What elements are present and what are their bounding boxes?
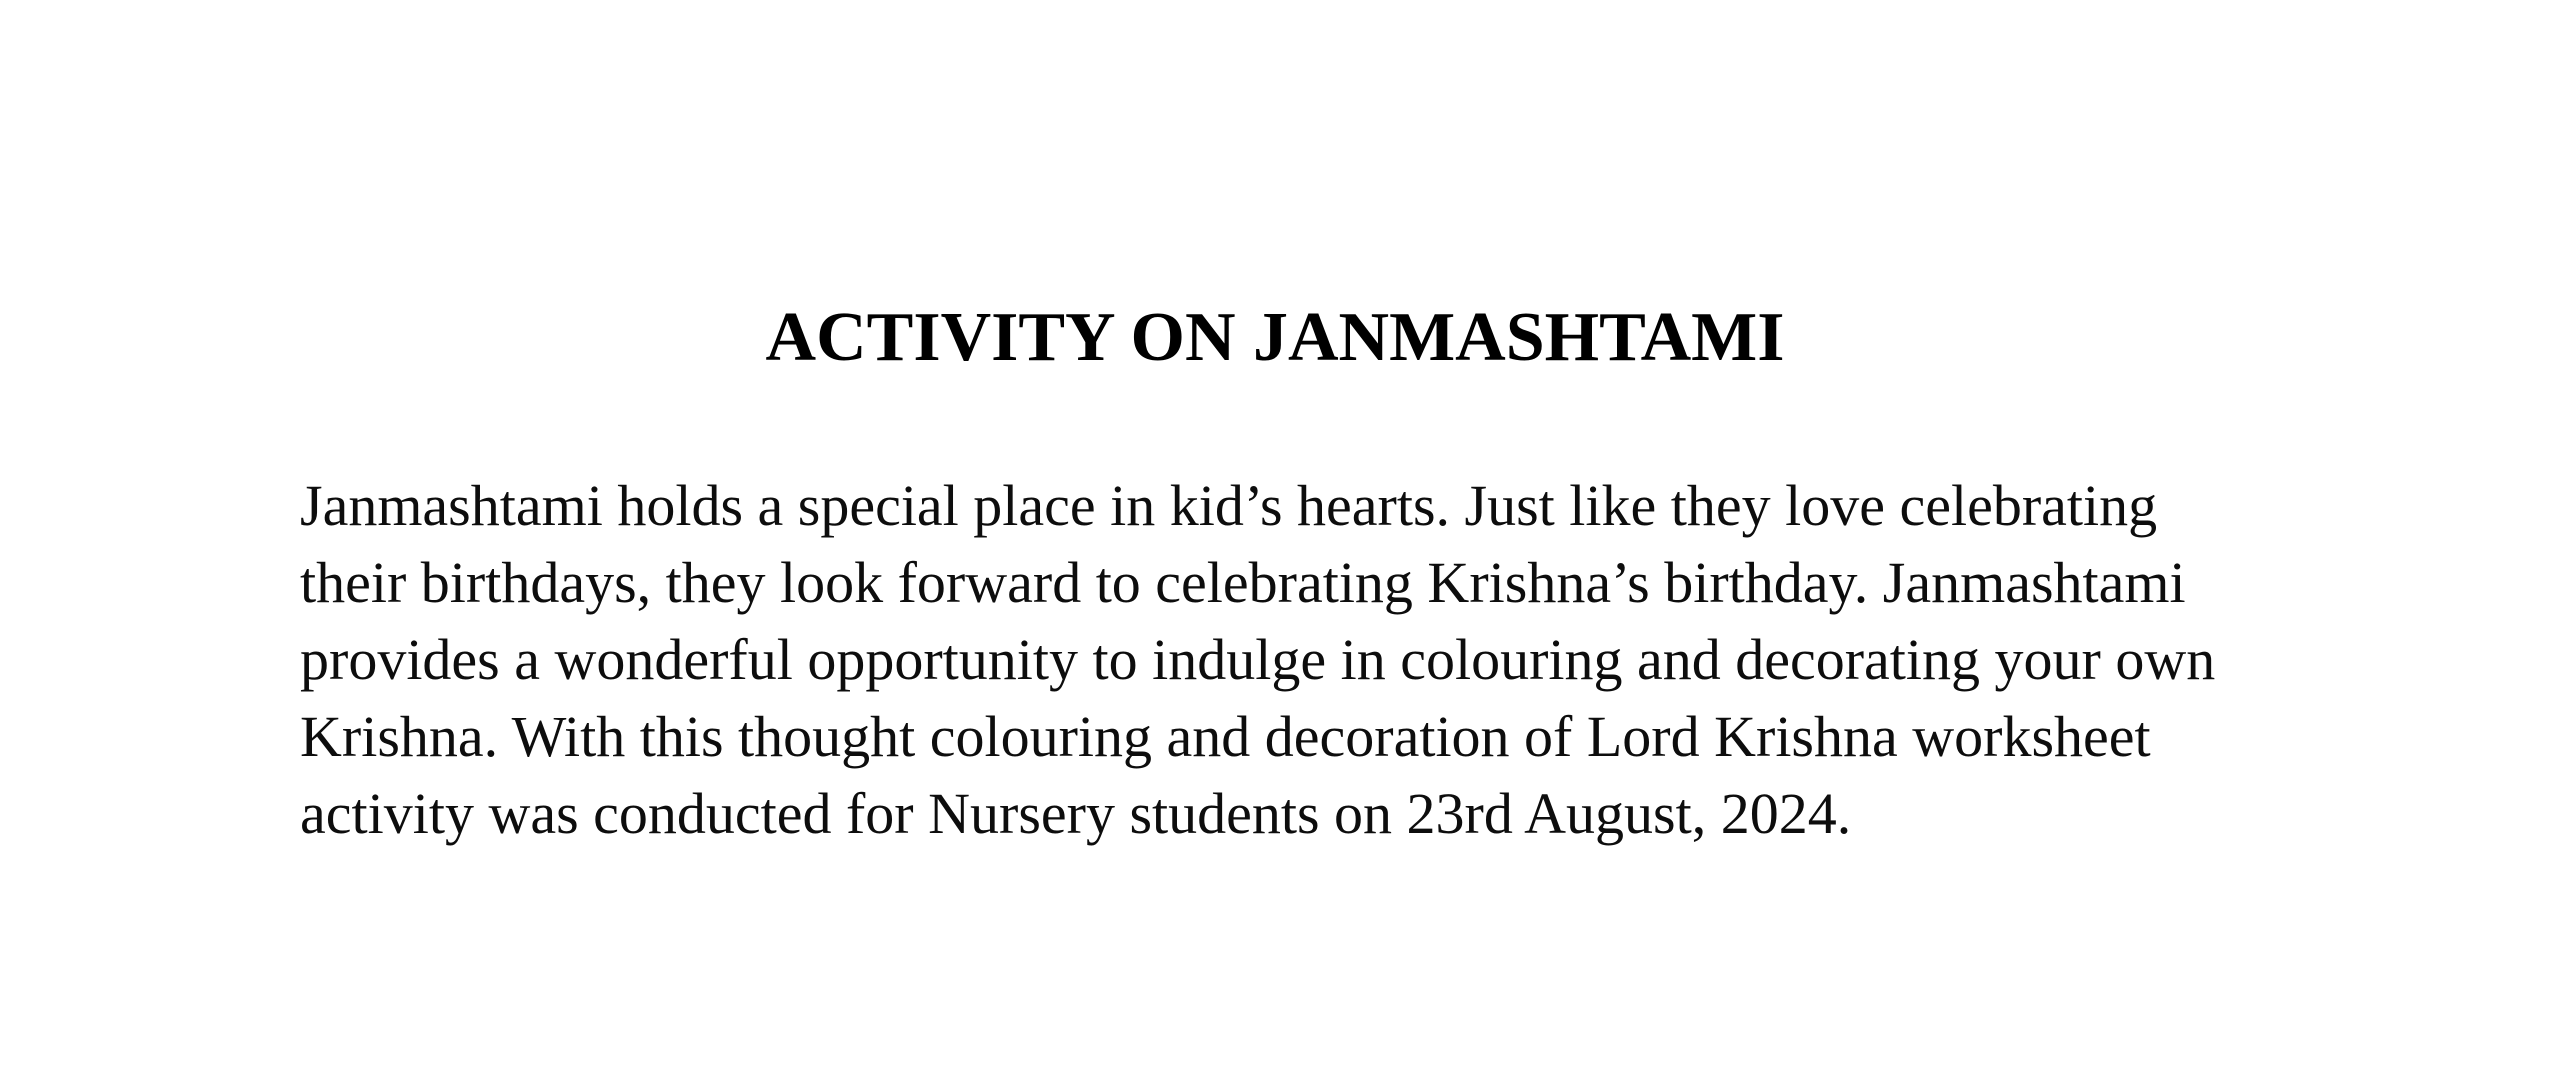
document-paragraph: Janmashtami holds a special place in kid’s hearts. Just like they love celebrating their birthdays, they look forward to celebrating Krishna’s birthday. Janmashtami provides a wonderful opportunity to indulge in colouring and decorating your own Krishna. With this thought colouring and decoration of Lord Krishna worksheet activity was conducted for Nursery students on 23rd August, 2024. xyxy=(300,473,2216,846)
document-title: ACTIVITY ON JANMASHTAMI xyxy=(765,299,1785,376)
